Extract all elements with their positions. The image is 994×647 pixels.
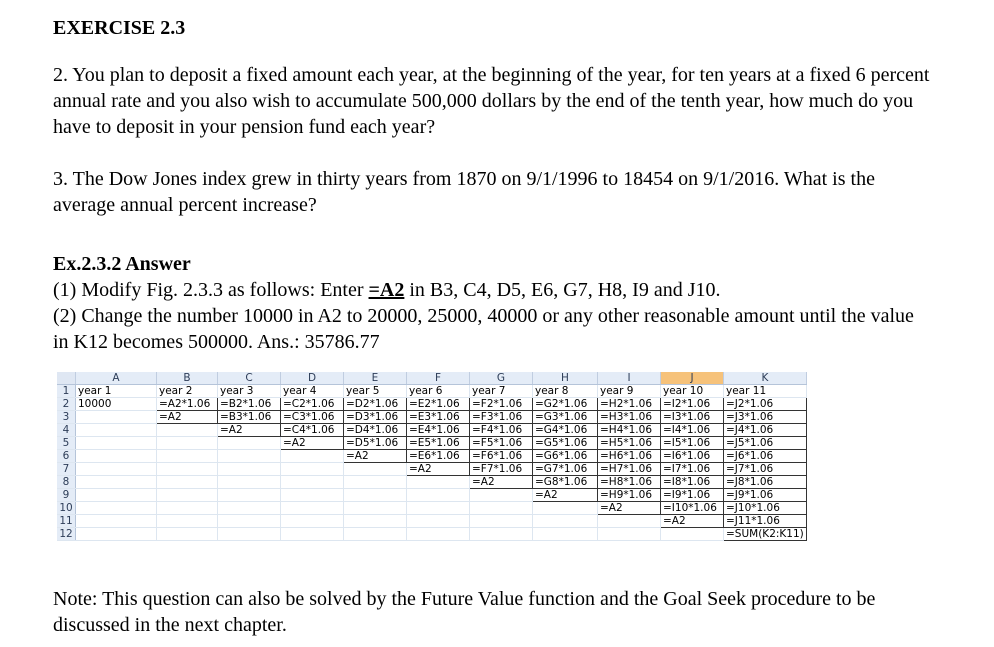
table-row [57,502,806,515]
table-cell: year 2 [157,385,218,398]
table-cell [157,528,218,541]
table-cell [407,489,470,502]
table-cell [661,528,724,541]
table-cell: =I2*1.06 [661,398,724,411]
table-row [57,424,806,437]
table-cell: =J6*1.06 [724,450,807,463]
table-cell [407,476,470,489]
table-cell: =J8*1.06 [724,476,807,489]
table-cell [157,515,218,528]
answer-step-1-suffix: in B3, C4, D5, E6, G7, H8, I9 and J10. [404,279,721,301]
table-cell: =A2*1.06 [157,398,218,411]
table-cell: =J11*1.06 [724,515,807,528]
table-cell: =J5*1.06 [724,437,807,450]
answer-step-1-prefix: (1) Modify Fig. 2.3.3 as follows: Enter [53,279,369,301]
table-row [57,450,806,463]
table-cell: =A2 [407,463,470,476]
table-cell [344,476,407,489]
table-cell [598,515,661,528]
table-cell [76,411,157,424]
table-cell: =A2 [344,450,407,463]
row-header: 8 [57,476,76,489]
table-cell: =H6*1.06 [598,450,661,463]
table-cell: =F4*1.06 [470,424,533,437]
column-header: I [598,372,661,385]
table-cell [76,502,157,515]
table-cell: =I7*1.06 [661,463,724,476]
table-cell [533,515,598,528]
table-cell [281,489,344,502]
table-cell [281,476,344,489]
table-cell: =B3*1.06 [218,411,281,424]
table-row [57,463,806,476]
spreadsheet-figure [57,372,807,541]
exercise-title: EXERCISE 2.3 [53,17,186,39]
table-cell: =F5*1.06 [470,437,533,450]
table-cell [470,502,533,515]
table-cell [76,476,157,489]
table-cell [218,489,281,502]
table-cell [470,515,533,528]
table-cell [344,463,407,476]
column-header: B [157,372,218,385]
table-cell: =E3*1.06 [407,411,470,424]
table-cell: 10000 [76,398,157,411]
table-cell [598,528,661,541]
table-cell: =A2 [661,515,724,528]
table-cell [218,528,281,541]
row-header: 7 [57,463,76,476]
table-cell [218,515,281,528]
table-cell: =A2 [598,502,661,515]
table-cell: =B2*1.06 [218,398,281,411]
table-cell: =H2*1.06 [598,398,661,411]
table-cell [76,424,157,437]
table-cell: =G6*1.06 [533,450,598,463]
table-row [57,489,806,502]
table-cell: =J2*1.06 [724,398,807,411]
table-cell: =H7*1.06 [598,463,661,476]
answer-title: Ex.2.3.2 Answer [53,253,191,275]
table-cell: =F6*1.06 [470,450,533,463]
table-cell: =D2*1.06 [344,398,407,411]
table-cell: =C2*1.06 [281,398,344,411]
question-2: 2. You plan to deposit a fixed amount each year, at the beginning of the year, for ten years at a fixed 6 percent annual rate and you also wish to accumulate 500,000 dollars by the end of the tenth year, how much do you have to deposit in your pension fund each year? [53,64,930,138]
table-cell: =A2 [218,424,281,437]
table-cell: year 1 [76,385,157,398]
table-cell [76,489,157,502]
table-cell [281,528,344,541]
table-row [57,476,806,489]
table-cell: =G7*1.06 [533,463,598,476]
table-cell [344,515,407,528]
table-cell: =I9*1.06 [661,489,724,502]
table-cell [218,502,281,515]
row-header: 4 [57,424,76,437]
table-cell: =H3*1.06 [598,411,661,424]
column-header: C [218,372,281,385]
table-cell: =H8*1.06 [598,476,661,489]
row-header: 1 [57,385,76,398]
table-cell: =F7*1.06 [470,463,533,476]
table-cell: =E5*1.06 [407,437,470,450]
table-cell: =A2 [470,476,533,489]
table-cell [157,463,218,476]
table-cell [157,502,218,515]
table-cell [218,476,281,489]
table-row [57,528,806,541]
answer-step-1-formula: =A2 [368,279,405,301]
table-cell [218,450,281,463]
table-cell: =I4*1.06 [661,424,724,437]
table-cell: =H4*1.06 [598,424,661,437]
table-cell: =F2*1.06 [470,398,533,411]
column-header: H [533,372,598,385]
table-cell: year 9 [598,385,661,398]
table-cell [157,424,218,437]
column-header: F [407,372,470,385]
column-header: D [281,372,344,385]
table-cell [157,476,218,489]
table-cell: year 7 [470,385,533,398]
table-cell [470,489,533,502]
table-cell: year 10 [661,385,724,398]
row-header: 10 [57,502,76,515]
table-cell: =J7*1.06 [724,463,807,476]
table-cell: =J10*1.06 [724,502,807,515]
table-cell: =I6*1.06 [661,450,724,463]
table-cell [281,450,344,463]
table-cell: =E6*1.06 [407,450,470,463]
column-header: K [724,372,807,385]
table-cell: =H5*1.06 [598,437,661,450]
table-cell [157,489,218,502]
question-3: 3. The Dow Jones index grew in thirty years from 1870 on 9/1/1996 to 18454 on 9/1/2016. What is the average annual percent increase? [53,168,875,216]
table-cell [76,463,157,476]
table-cell: =J4*1.06 [724,424,807,437]
table-cell: =J3*1.06 [724,411,807,424]
table-cell: =J9*1.06 [724,489,807,502]
table-cell: =D3*1.06 [344,411,407,424]
table-cell [76,528,157,541]
table-cell: year 3 [218,385,281,398]
table-cell [281,502,344,515]
table-cell [157,450,218,463]
row-header: 9 [57,489,76,502]
table-cell: year 4 [281,385,344,398]
table-row [57,437,806,450]
table-cell: =G5*1.06 [533,437,598,450]
table-cell [218,437,281,450]
table-cell: =F3*1.06 [470,411,533,424]
row-header: 11 [57,515,76,528]
table-cell: =I3*1.06 [661,411,724,424]
table-cell [281,463,344,476]
table-cell: =C4*1.06 [281,424,344,437]
row-header: 6 [57,450,76,463]
row-header: 12 [57,528,76,541]
table-cell [76,515,157,528]
table-row [57,515,806,528]
table-cell: =A2 [533,489,598,502]
table-cell: =A2 [281,437,344,450]
table-cell [281,515,344,528]
table-cell [470,528,533,541]
table-cell [407,515,470,528]
table-cell: =I8*1.06 [661,476,724,489]
answer-body [53,277,933,355]
table-cell: year 6 [407,385,470,398]
table-cell [157,437,218,450]
note: Note: This question can also be solved by the Future Value function and the Goal Seek procedure to be discussed in the next chapter. [53,588,876,636]
table-cell: =E4*1.06 [407,424,470,437]
select-all-corner [57,372,76,385]
table-cell: =C3*1.06 [281,411,344,424]
table-cell [407,502,470,515]
table-row [57,385,806,398]
table-cell: =G2*1.06 [533,398,598,411]
table-cell: =D5*1.06 [344,437,407,450]
column-header-row [57,372,806,385]
table-row [57,398,806,411]
row-header: 5 [57,437,76,450]
table-cell [344,502,407,515]
table-cell: year 8 [533,385,598,398]
row-header: 2 [57,398,76,411]
table-cell [344,489,407,502]
column-header: E [344,372,407,385]
table-cell [218,463,281,476]
table-cell [344,528,407,541]
column-header-selected: J [661,372,724,385]
column-header: G [470,372,533,385]
table-cell: =G3*1.06 [533,411,598,424]
table-cell: =I10*1.06 [661,502,724,515]
table-cell: year 11 [724,385,807,398]
table-cell [76,450,157,463]
answer-step-2: (2) Change the number 10000 in A2 to 20000, 25000, 40000 or any other reasonable amount until the value in K12 becomes 500000. Ans.: 35786.77 [53,305,914,353]
table-cell: =D4*1.06 [344,424,407,437]
table-cell: =G8*1.06 [533,476,598,489]
table-cell: =G4*1.06 [533,424,598,437]
table-row [57,411,806,424]
row-header: 3 [57,411,76,424]
table-cell [533,528,598,541]
table-cell: =I5*1.06 [661,437,724,450]
table-cell [533,502,598,515]
table-cell [407,528,470,541]
table-cell: year 5 [344,385,407,398]
table-cell: =SUM(K2:K11) [724,528,807,541]
table-cell: =H9*1.06 [598,489,661,502]
table-cell [76,437,157,450]
column-header: A [76,372,157,385]
table-cell: =A2 [157,411,218,424]
table-cell: =E2*1.06 [407,398,470,411]
